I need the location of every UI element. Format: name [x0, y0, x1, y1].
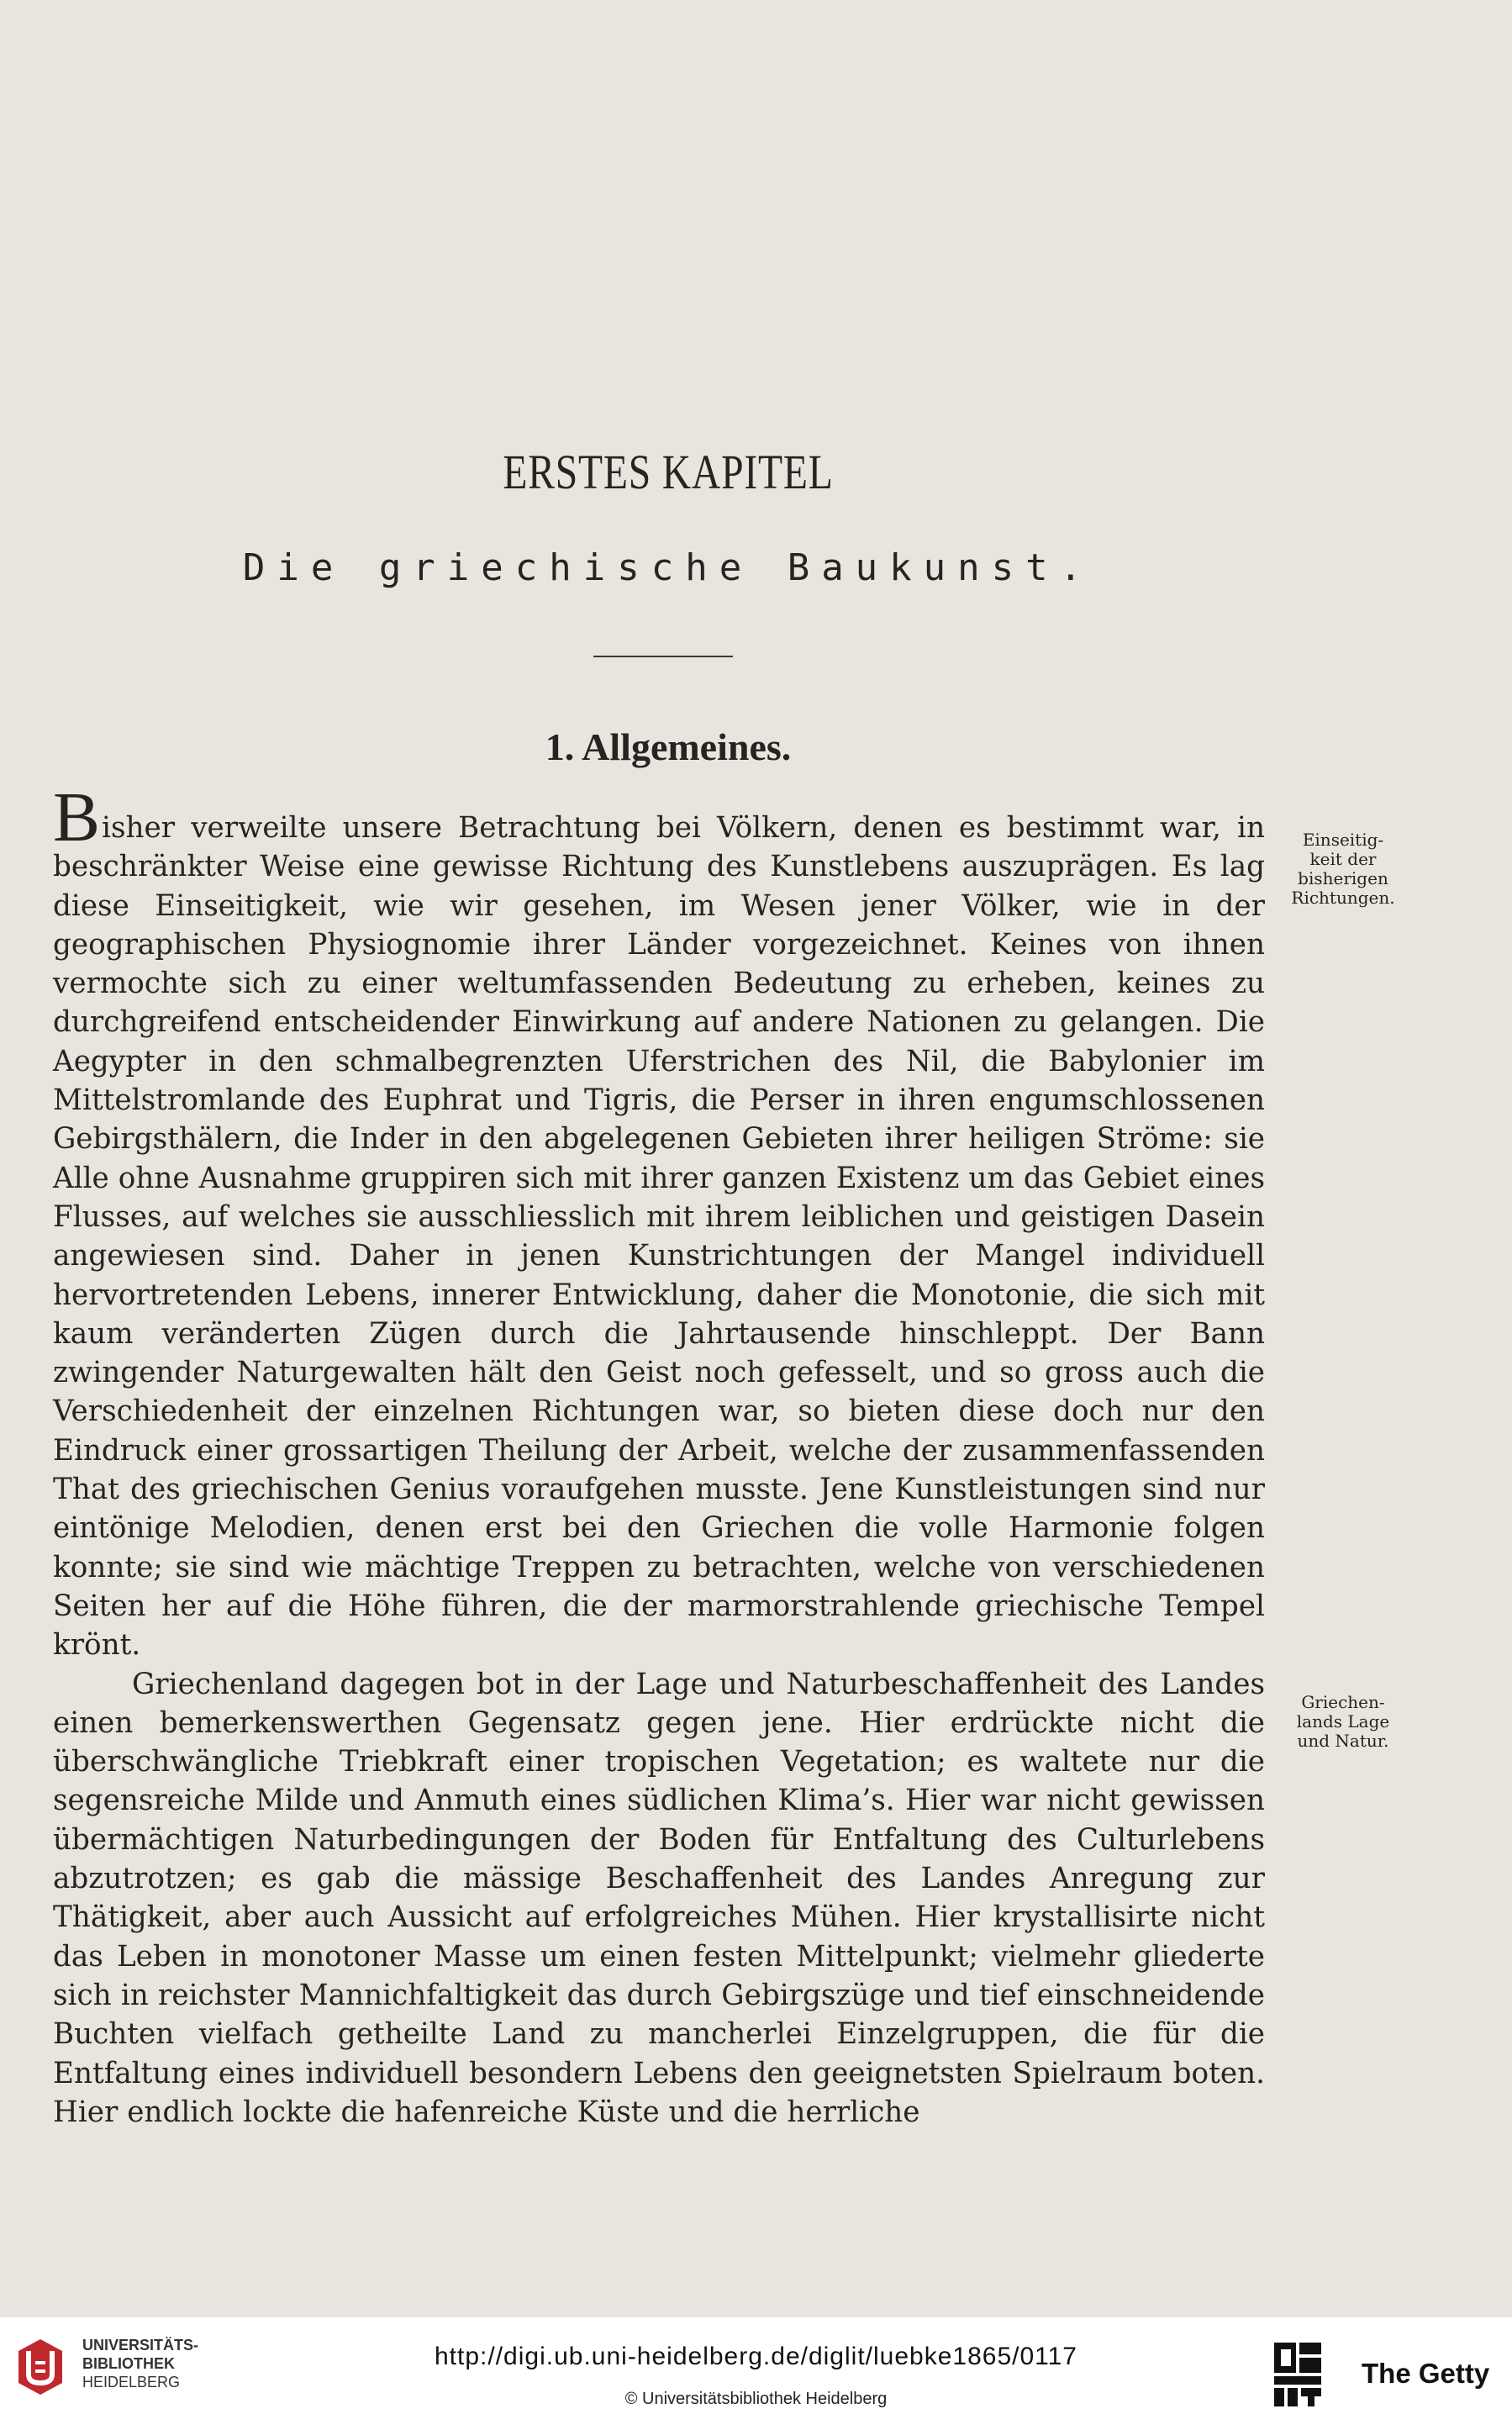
- margin-note-line: und Natur.: [1297, 1731, 1389, 1751]
- getty-logo-icon: [1271, 2339, 1325, 2410]
- paragraph-2: Griechenland dagegen bot in der Lage und Naturbeschaffenheit des Landes einen bemerkenswerthen Gegensatz gegen jene. Hier erdrückte nicht die überschwängliche Triebkraft einer tropischen Vegetation; es waltete nur die segensreiche Milde und Anmuth eines südlichen Klima’s. Hier war nicht gewissen übermächtigen Naturbedingungen der Boden für Entfaltung des Culturlebens abzutrotzen; es gab die mässige Beschaffenheit des Landes Anregung zur Thätigkeit, aber auch Aussicht auf erfolgreiches Mühen. Hier krystallisirte nicht das Leben in monotoner Masse um einen festen Mittelpunkt; vielmehr gliederte sich in reichster Mannichfaltigkeit das durch Gebirgszüge und tief einschneidende Buchten vielfach getheilte Land zu mancherlei Einzelgruppen, die für die Entfaltung eines individuell besondern Lebens den geeignetsten Spielraum boten. Hier endlich lockte die hafenreiche Küste und die herrliche: [53, 1667, 1265, 2129]
- ub-name-line: BIBLIOTHEK: [82, 2355, 175, 2372]
- margin-note-line: Richtungen.: [1291, 888, 1395, 908]
- margin-note-2: [1267, 1693, 1419, 1751]
- margin-note-line: Einseitig-: [1302, 830, 1384, 850]
- margin-note-line: bisherigen: [1298, 868, 1388, 888]
- margin-note-line: Griechen-: [1301, 1692, 1385, 1712]
- drop-initial: B: [53, 778, 101, 857]
- getty-name: The Getty: [1362, 2358, 1490, 2389]
- paragraph-1: [53, 778, 1265, 1665]
- margin-note-line: lands Lage: [1296, 1711, 1390, 1732]
- ub-name-line: HEIDELBERG: [82, 2374, 181, 2390]
- permalink-url[interactable]: http://digi.ub.uni-heidelberg.de/diglit/luebke1865/0117: [435, 2343, 1077, 2370]
- divider-rule: [593, 656, 733, 657]
- footer-bar: [0, 2317, 1512, 2430]
- section-heading: 1. Allgemeines.: [545, 725, 792, 768]
- chapter-heading: ERSTES KAPITEL: [503, 445, 834, 499]
- margin-note-1: [1267, 830, 1419, 908]
- margin-note-line: keit der: [1309, 849, 1377, 869]
- chapter-title: Die griechische Baukunst.: [242, 546, 1094, 589]
- paragraph-1-text: isher verweilte unsere Betrachtung bei Völkern, denen es bestimmt war, in beschränkter Weise eine gewisse Richtung des Kunstlebens auszuprägen. Es lag diese Einseitigkeit, wie wir gesehen, im Wesen jener Völker, wie in der geographischen Physiognomie ihrer Länder vorgezeichnet. Keines von ihnen vermochte sich zu einer weltumfassenden Bedeutung zu erheben, keines zu durchgreifend entscheidender Einwirkung auf andere Nationen zu gelangen. Die Aegypter in den schmalbegrenzten Uferstrichen des Nil, die Babylonier im Mittelstromlande des Euphrat und Tigris, die Perser in ihren engumschlossenen Gebirgsthälern, die Inder in den abgelegenen Gebieten ihrer heiligen Ströme: sie Alle ohne Ausnahme gruppiren sich mit ihrer ganzen Existenz um das Gebiet eines Flusses, auf welches sie ausschliesslich mit ihrem leiblichen und geistigen Dasein angewiesen sind. Daher in jenen Kunstrichtungen der Mangel individuell hervortretenden Lebens, innerer Entwicklung, daher die Monotonie, die sich mit kaum veränderten Zügen durch die Jahrtausende hinschleppt. Der Bann zwingender Naturgewalten hält den Geist noch gefesselt, und so gross auch die Verschiedenheit der einzelnen Richtungen war, so bieten diese doch nur den Eindruck einer grossartigen Theilung der Arbeit, welche der zusammenfassenden That des griechischen Genius voraufgehen musste. Jene Kunstleistungen sind nur eintönige Melodien, denen erst bei den Griechen die volle Harmonie folgen konnte; sie sind wie mächtige Treppen zu betrachten, welche von verschiedenen Seiten her auf die Höhe führen, die der marmorstrahlende griechische Tempel krönt.: [53, 811, 1265, 1663]
- body-text: [53, 778, 1265, 2132]
- copyright-notice: © Universitätsbibliothek Heidelberg: [624, 2390, 888, 2408]
- ub-name-line: UNIVERSITÄTS-: [82, 2337, 199, 2354]
